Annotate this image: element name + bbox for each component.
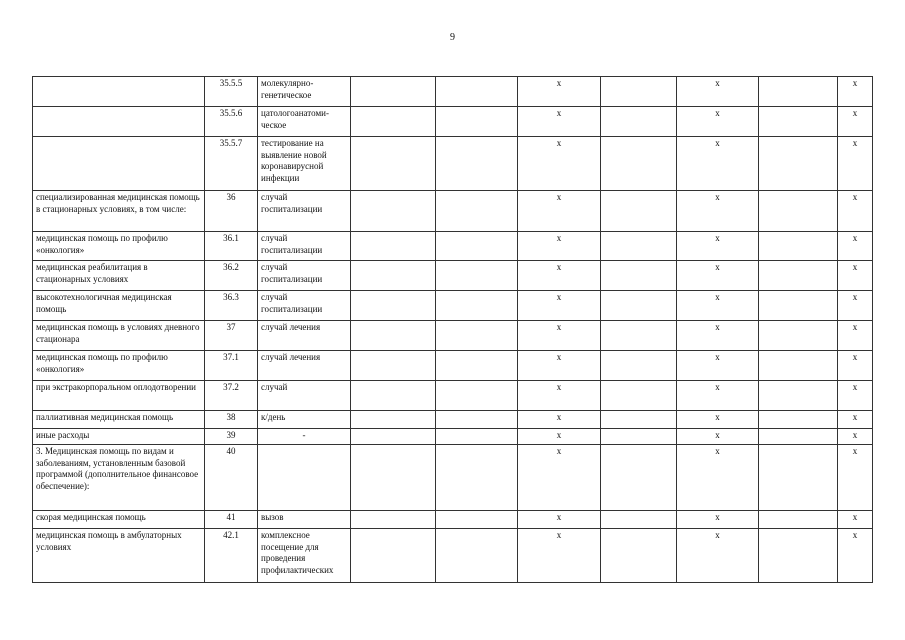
x-mark-cell: х [677,381,759,411]
empty-cell [759,77,838,107]
empty-cell [436,529,518,583]
x-mark-cell: х [838,381,873,411]
row-name-cell: специализированная медицинская помощь в стационарных условиях, в том числе: [33,191,205,232]
x-mark-cell: х [518,351,601,381]
x-mark-cell: х [838,529,873,583]
empty-cell [436,191,518,232]
empty-cell [351,351,436,381]
row-unit-cell: к/день [258,411,351,429]
table-row [33,529,873,583]
row-unit-cell: случай госпитализации [258,291,351,321]
empty-cell [436,381,518,411]
empty-cell [351,429,436,445]
row-name-cell: иные расходы [33,429,205,445]
x-mark-cell: х [838,351,873,381]
x-mark-cell: х [838,77,873,107]
row-name-cell [33,137,205,191]
empty-cell [351,261,436,291]
empty-cell [601,232,677,261]
page-number: 9 [450,32,455,43]
x-mark-cell: х [838,232,873,261]
empty-cell [436,445,518,511]
x-mark-cell: х [518,137,601,191]
empty-cell [601,529,677,583]
row-code-cell: 40 [205,445,258,511]
empty-cell [601,381,677,411]
empty-cell [351,511,436,529]
empty-cell [601,191,677,232]
row-code-cell: 41 [205,511,258,529]
x-mark-cell: х [677,232,759,261]
x-mark-cell: х [677,511,759,529]
table-row [33,381,873,411]
row-code-cell: 37.1 [205,351,258,381]
table-row [33,77,873,107]
empty-cell [759,529,838,583]
empty-cell [351,411,436,429]
empty-cell [601,429,677,445]
row-unit-cell: цатологоанатоми-ческое [258,107,351,137]
empty-cell [351,191,436,232]
empty-cell [351,529,436,583]
x-mark-cell: х [518,77,601,107]
empty-cell [436,232,518,261]
x-mark-cell: х [838,107,873,137]
table-row [33,261,873,291]
row-unit-cell: тестирование на выявление новой коронавирусной инфекции [258,137,351,191]
x-mark-cell: х [838,411,873,429]
row-unit-cell: вызов [258,511,351,529]
row-code-cell: 37 [205,321,258,351]
empty-cell [351,232,436,261]
empty-cell [436,137,518,191]
x-mark-cell: х [677,191,759,232]
row-name-cell [33,107,205,137]
row-name-cell: медицинская помощь в амбулаторных условиях [33,529,205,583]
x-mark-cell: х [838,429,873,445]
empty-cell [759,191,838,232]
empty-cell [436,261,518,291]
empty-cell [601,511,677,529]
empty-cell [436,321,518,351]
row-name-cell: медицинская помощь по профилю «онкология» [33,351,205,381]
x-mark-cell: х [677,137,759,191]
x-mark-cell: х [518,381,601,411]
empty-cell [601,321,677,351]
empty-cell [759,411,838,429]
row-name-cell: паллиативная медицинская помощь [33,411,205,429]
row-name-cell: 3. Медицинская помощь по видам и заболеваниям, установленным базовой программой (дополнительное финансовое обеспечение): [33,445,205,511]
x-mark-cell: х [677,445,759,511]
row-unit-cell: случай лечения [258,351,351,381]
empty-cell [759,232,838,261]
empty-cell [351,77,436,107]
x-mark-cell: х [518,529,601,583]
table-row [33,107,873,137]
empty-cell [436,351,518,381]
row-name-cell: скорая медицинская помощь [33,511,205,529]
x-mark-cell: х [838,511,873,529]
x-mark-cell: х [838,291,873,321]
row-unit-cell [258,429,351,445]
table-row [33,291,873,321]
x-mark-cell: х [518,261,601,291]
x-mark-cell: х [677,261,759,291]
empty-cell [759,321,838,351]
x-mark-cell: х [518,291,601,321]
empty-cell [351,445,436,511]
table-row [33,511,873,529]
row-name-cell: медицинская помощь в условиях дневного стационара [33,321,205,351]
row-code-cell: 36.1 [205,232,258,261]
empty-cell [436,411,518,429]
row-code-cell: 42.1 [205,529,258,583]
empty-cell [436,511,518,529]
table-row [33,445,873,511]
x-mark-cell: х [518,411,601,429]
empty-cell [351,291,436,321]
row-code-cell: 35.5.6 [205,107,258,137]
x-mark-cell: х [518,191,601,232]
x-mark-cell: х [677,411,759,429]
row-unit-cell: случай лечения [258,321,351,351]
row-code-cell: 39 [205,429,258,445]
table-row [33,321,873,351]
empty-cell [759,381,838,411]
empty-cell [601,107,677,137]
x-mark-cell: х [677,291,759,321]
empty-cell [759,429,838,445]
x-mark-cell: х [838,137,873,191]
empty-cell [601,77,677,107]
x-mark-cell: х [677,429,759,445]
row-code-cell: 36.3 [205,291,258,321]
empty-cell [436,107,518,137]
row-name-cell: при экстракорпоральном оплодотворении [33,381,205,411]
row-name-cell: медицинская помощь по профилю «онкология» [33,232,205,261]
table-row [33,429,873,445]
x-mark-cell: х [518,511,601,529]
empty-cell [759,291,838,321]
x-mark-cell: х [518,232,601,261]
x-mark-cell: х [518,321,601,351]
row-code-cell: 35.5.7 [205,137,258,191]
empty-cell [351,381,436,411]
empty-cell [436,429,518,445]
empty-cell [601,137,677,191]
row-unit-cell: комплексное посещение для проведения профилактических [258,529,351,583]
row-unit-cell: случай госпитализации [258,232,351,261]
x-mark-cell: х [677,529,759,583]
empty-cell [759,351,838,381]
table-row [33,411,873,429]
row-code-cell: 37.2 [205,381,258,411]
empty-cell [351,107,436,137]
row-code-cell: 35.5.5 [205,77,258,107]
row-name-cell: медицинская реабилитация в стационарных условиях [33,261,205,291]
x-mark-cell: х [838,191,873,232]
empty-cell [436,291,518,321]
empty-cell [601,351,677,381]
row-name-cell [33,77,205,107]
row-code-cell: 36 [205,191,258,232]
empty-cell [601,261,677,291]
indicators-table [32,76,873,583]
empty-cell [601,445,677,511]
row-code-cell: 38 [205,411,258,429]
x-mark-cell: х [518,445,601,511]
dash-mark: - [302,430,306,440]
x-mark-cell: х [677,107,759,137]
row-unit-cell: молекулярно-генетическое [258,77,351,107]
row-code-cell: 36.2 [205,261,258,291]
empty-cell [759,107,838,137]
table-row [33,137,873,191]
row-unit-cell: случай [258,381,351,411]
x-mark-cell: х [518,429,601,445]
row-name-cell: высокотехнологичная медицинская помощь [33,291,205,321]
empty-cell [601,291,677,321]
x-mark-cell: х [838,261,873,291]
x-mark-cell: х [838,445,873,511]
row-unit-cell: случай госпитализации [258,261,351,291]
empty-cell [601,411,677,429]
empty-cell [759,445,838,511]
empty-cell [759,137,838,191]
row-unit-cell: случай госпитализации [258,191,351,232]
x-mark-cell: х [677,77,759,107]
empty-cell [436,77,518,107]
x-mark-cell: х [518,107,601,137]
table-row [33,232,873,261]
row-unit-cell [258,445,351,511]
empty-cell [351,321,436,351]
empty-cell [759,261,838,291]
empty-cell [759,511,838,529]
x-mark-cell: х [677,351,759,381]
table-row [33,351,873,381]
x-mark-cell: х [677,321,759,351]
x-mark-cell: х [838,321,873,351]
table-row [33,191,873,232]
empty-cell [351,137,436,191]
